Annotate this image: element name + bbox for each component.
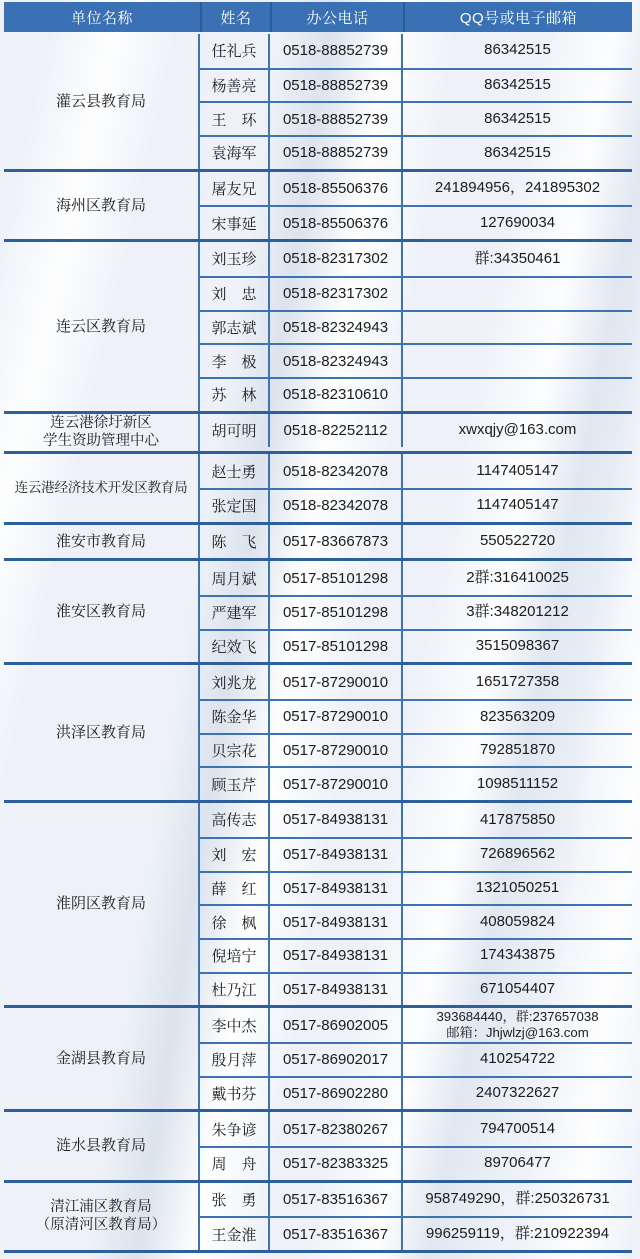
- qq-cell: [403, 1112, 632, 1146]
- qq-line: 671054407: [479, 980, 556, 998]
- column-header-4: QQ号或电子邮箱: [403, 2, 632, 32]
- qq-line: 792851870: [479, 741, 556, 759]
- qq-line: 86342515: [484, 109, 551, 127]
- qq-line: 823563209: [479, 707, 556, 725]
- table-row: [200, 972, 632, 1006]
- table-row: [200, 766, 632, 800]
- qq-line: 550522720: [479, 532, 556, 550]
- table-row: [200, 377, 632, 411]
- table-row: [200, 1183, 632, 1217]
- table-row: [200, 938, 632, 972]
- phone-cell: 0517-83516367: [270, 1218, 403, 1250]
- phone-cell: 0517-84938131: [270, 873, 403, 905]
- unit-name-cell: [4, 172, 200, 239]
- qq-cell: [403, 278, 632, 310]
- table-row: [200, 343, 632, 377]
- unit-group: [4, 1005, 632, 1109]
- qq-line: 2群:316410025: [466, 568, 569, 586]
- qq-line: xwxqjy@163.com: [458, 421, 577, 439]
- qq-cell: [403, 345, 632, 377]
- name-cell: 王金淮: [200, 1218, 270, 1250]
- table-row: [200, 101, 632, 135]
- qq-cell: [403, 490, 632, 522]
- unit-name-line: 连云区教育局: [55, 317, 146, 335]
- qq-cell: [403, 207, 632, 239]
- table-row: [200, 172, 632, 206]
- unit-name-line: 涟水县教育局: [55, 1137, 146, 1155]
- qq-line: 127690034: [479, 213, 556, 231]
- qq-line: 1147405147: [476, 496, 559, 514]
- phone-cell: 0518-82317302: [270, 242, 403, 276]
- name-cell: 赵士勇: [200, 454, 270, 488]
- name-cell: 朱争谚: [200, 1112, 270, 1146]
- unit-group: [4, 169, 632, 239]
- table-row: [200, 525, 632, 559]
- qq-cell: [403, 414, 632, 448]
- unit-name-cell: [4, 525, 200, 559]
- name-cell: 胡可明: [200, 414, 270, 448]
- rows-container: [200, 665, 632, 800]
- phone-cell: 0517-82380267: [270, 1112, 403, 1146]
- table-row: [200, 1042, 632, 1076]
- qq-line: 241894956，241895302: [434, 179, 601, 197]
- qq-cell: [403, 103, 632, 135]
- phone-cell: 0517-84938131: [270, 803, 403, 837]
- name-cell: 周 舟: [200, 1148, 270, 1180]
- table-header: [4, 2, 632, 32]
- unit-name-line: 灌云县教育局: [55, 92, 146, 110]
- phone-cell: 0517-86902017: [270, 1044, 403, 1076]
- qq-line: 794700514: [479, 1119, 556, 1137]
- unit-group: [4, 239, 632, 410]
- qq-cell: [403, 974, 632, 1006]
- unit-name-cell: [4, 1112, 200, 1179]
- name-cell: 张定国: [200, 490, 270, 522]
- phone-cell: 0517-85101298: [270, 631, 403, 663]
- phone-cell: 0517-84938131: [270, 940, 403, 972]
- unit-group: [4, 1109, 632, 1179]
- unit-group: [4, 522, 632, 559]
- qq-line: 群:34350461: [474, 249, 561, 267]
- phone-cell: 0518-82342078: [270, 454, 403, 488]
- phone-cell: 0517-85101298: [270, 597, 403, 629]
- unit-group: [4, 558, 632, 662]
- phone-cell: 0517-82383325: [270, 1148, 403, 1180]
- name-cell: 袁海军: [200, 137, 270, 169]
- unit-name-line: 学生资助管理中心: [43, 433, 159, 450]
- rows-container: [200, 525, 632, 559]
- name-cell: 张 勇: [200, 1183, 270, 1217]
- qq-cell: [403, 137, 632, 169]
- table-row: [200, 205, 632, 239]
- name-cell: 徐 枫: [200, 906, 270, 938]
- qq-cell: [403, 906, 632, 938]
- name-cell: 杜乃江: [200, 974, 270, 1006]
- qq-line: 408059824: [479, 912, 556, 930]
- qq-line: 邮箱：Jhjwlzj@163.com: [446, 1025, 589, 1041]
- name-cell: 倪培宁: [200, 940, 270, 972]
- qq-line: 1651727358: [475, 672, 560, 690]
- table-row: [200, 1146, 632, 1180]
- phone-cell: 0517-86902280: [270, 1078, 403, 1110]
- unit-name-cell: [4, 34, 200, 169]
- phone-cell: 0518-82324943: [270, 312, 403, 344]
- unit-name-cell: [4, 242, 200, 410]
- unit-name-cell: [4, 454, 200, 521]
- table-row: [200, 561, 632, 595]
- name-cell: 殷月萍: [200, 1044, 270, 1076]
- name-cell: 苏 林: [200, 379, 270, 411]
- phone-cell: 0517-86902005: [270, 1008, 403, 1042]
- contact-table: [4, 2, 632, 1253]
- qq-line: 89706477: [484, 1154, 551, 1172]
- rows-container: [200, 1112, 632, 1179]
- phone-cell: 0518-88852739: [270, 70, 403, 102]
- table-row: [200, 1076, 632, 1110]
- qq-cell: [403, 873, 632, 905]
- phone-cell: 0517-84938131: [270, 974, 403, 1006]
- table-row: [200, 242, 632, 276]
- unit-name-line: 淮安区教育局: [55, 603, 146, 621]
- phone-cell: 0517-83667873: [270, 525, 403, 559]
- phone-cell: 0518-85506376: [270, 172, 403, 206]
- qq-cell: [403, 665, 632, 699]
- name-cell: 顾玉芹: [200, 768, 270, 800]
- unit-group: [4, 451, 632, 521]
- name-cell: 陈金华: [200, 701, 270, 733]
- phone-cell: 0518-82317302: [270, 278, 403, 310]
- name-cell: 刘 宏: [200, 839, 270, 871]
- rows-container: [200, 1008, 632, 1109]
- column-header-2: 姓名: [200, 2, 270, 32]
- qq-cell: [403, 735, 632, 767]
- qq-line: 174343875: [479, 946, 556, 964]
- phone-cell: 0517-87290010: [270, 665, 403, 699]
- name-cell: 王 环: [200, 103, 270, 135]
- qq-cell: [403, 242, 632, 276]
- phone-cell: 0518-88852739: [270, 137, 403, 169]
- column-header-1: 单位名称: [4, 2, 200, 32]
- name-cell: 刘 忠: [200, 278, 270, 310]
- table-row: [200, 414, 632, 448]
- unit-name-line: 连云港徐圩新区: [50, 414, 152, 431]
- name-cell: 宋事延: [200, 207, 270, 239]
- table-row: [200, 1008, 632, 1042]
- name-cell: 刘玉珍: [200, 242, 270, 276]
- qq-cell: [403, 34, 632, 68]
- qq-cell: [403, 768, 632, 800]
- table-row: [200, 904, 632, 938]
- phone-cell: 0517-84938131: [270, 839, 403, 871]
- phone-cell: 0518-82342078: [270, 490, 403, 522]
- name-cell: 杨善亮: [200, 70, 270, 102]
- name-cell: 任礼兵: [200, 34, 270, 68]
- qq-cell: [403, 70, 632, 102]
- qq-line: 3群:348201212: [466, 603, 569, 621]
- unit-group: [4, 411, 632, 452]
- qq-cell: [403, 597, 632, 629]
- name-cell: 刘兆龙: [200, 665, 270, 699]
- table-row: [200, 276, 632, 310]
- name-cell: 严建军: [200, 597, 270, 629]
- phone-cell: 0517-87290010: [270, 735, 403, 767]
- name-cell: 高传志: [200, 803, 270, 837]
- unit-name-line: 金湖县教育局: [55, 1050, 146, 1068]
- unit-name-cell: [4, 1008, 200, 1109]
- phone-cell: 0517-83516367: [270, 1183, 403, 1217]
- unit-group: [4, 662, 632, 800]
- name-cell: 屠友兄: [200, 172, 270, 206]
- table-row: [200, 665, 632, 699]
- table-row: [200, 871, 632, 905]
- qq-line: 1098511152: [476, 774, 559, 792]
- qq-cell: [403, 1044, 632, 1076]
- qq-line: 1321050251: [475, 878, 560, 896]
- qq-cell: [403, 379, 632, 411]
- rows-container: [200, 34, 632, 169]
- qq-cell: [403, 454, 632, 488]
- rows-container: [200, 803, 632, 1005]
- name-cell: 郭志斌: [200, 312, 270, 344]
- unit-name-line: 洪泽区教育局: [55, 724, 146, 741]
- qq-line: 996259119，群:210922394: [425, 1224, 610, 1242]
- name-cell: 纪效飞: [200, 631, 270, 663]
- table-row: [200, 733, 632, 767]
- rows-container: [200, 172, 632, 239]
- table-row: [200, 699, 632, 733]
- qq-cell: [403, 1078, 632, 1110]
- qq-line: 958749290，群:250326731: [425, 1190, 610, 1208]
- rows-container: [200, 561, 632, 662]
- table-row: [200, 68, 632, 102]
- unit-name-line: 海州区教育局: [55, 196, 146, 214]
- qq-line: 2407322627: [475, 1084, 560, 1102]
- qq-line: 1147405147: [476, 461, 559, 479]
- phone-cell: 0518-82252112: [270, 414, 403, 448]
- unit-name-line: 连云港经济技术开发区教育局: [14, 480, 188, 496]
- qq-line: 86342515: [484, 76, 551, 94]
- name-cell: 陈 飞: [200, 525, 270, 559]
- phone-cell: 0518-82310610: [270, 379, 403, 411]
- unit-name-cell: [4, 665, 200, 800]
- qq-cell: [403, 631, 632, 663]
- qq-cell: [403, 525, 632, 559]
- column-header-3: 办公电话: [270, 2, 403, 32]
- unit-name-line: 淮阴区教育局: [55, 895, 146, 913]
- table-row: [200, 488, 632, 522]
- qq-cell: [403, 312, 632, 344]
- table-body: [4, 34, 632, 1253]
- unit-group: [4, 34, 632, 169]
- qq-cell: [403, 1218, 632, 1250]
- qq-line: 86342515: [484, 143, 551, 161]
- name-cell: 李中杰: [200, 1008, 270, 1042]
- qq-cell: [403, 1148, 632, 1180]
- table-row: [200, 454, 632, 488]
- qq-line: 410254722: [479, 1050, 556, 1068]
- qq-cell: [403, 172, 632, 206]
- qq-cell: [403, 561, 632, 595]
- table-row: [200, 803, 632, 837]
- unit-name-cell: [4, 561, 200, 662]
- unit-name-cell: [4, 1183, 200, 1250]
- phone-cell: 0518-85506376: [270, 207, 403, 239]
- unit-name-line: 淮安市教育局: [55, 532, 146, 550]
- table-row: [200, 629, 632, 663]
- qq-cell: [403, 803, 632, 837]
- rows-container: [200, 242, 632, 410]
- unit-name-line: （原清河区教育局）: [35, 1217, 167, 1234]
- table-row: [200, 310, 632, 344]
- name-cell: 戴书芬: [200, 1078, 270, 1110]
- qq-line: 393684440，群:237657038: [436, 1008, 599, 1024]
- table-row: [200, 595, 632, 629]
- unit-group: [4, 800, 632, 1005]
- phone-cell: 0517-87290010: [270, 768, 403, 800]
- qq-line: 3515098367: [475, 637, 560, 655]
- phone-cell: 0518-82324943: [270, 345, 403, 377]
- qq-line: 417875850: [479, 810, 556, 828]
- qq-cell: [403, 940, 632, 972]
- phone-cell: 0518-88852739: [270, 34, 403, 68]
- unit-name-cell: [4, 414, 200, 452]
- unit-name-cell: [4, 803, 200, 1005]
- rows-container: [200, 414, 632, 452]
- table-row: [200, 34, 632, 68]
- qq-line: 726896562: [479, 845, 556, 863]
- name-cell: 贝宗花: [200, 735, 270, 767]
- table-row: [200, 1112, 632, 1146]
- table-row: [200, 135, 632, 169]
- phone-cell: 0517-84938131: [270, 906, 403, 938]
- qq-cell: [403, 839, 632, 871]
- unit-group: [4, 1180, 632, 1250]
- qq-cell: [403, 701, 632, 733]
- name-cell: 薛 红: [200, 873, 270, 905]
- qq-cell: [403, 1183, 632, 1217]
- qq-cell: [403, 1008, 632, 1042]
- qq-line: 86342515: [484, 41, 551, 59]
- rows-container: [200, 1183, 632, 1250]
- name-cell: 周月斌: [200, 561, 270, 595]
- table-row: [200, 837, 632, 871]
- phone-cell: 0517-85101298: [270, 561, 403, 595]
- unit-name-line: 清江浦区教育局: [50, 1198, 152, 1215]
- rows-container: [200, 454, 632, 521]
- phone-cell: 0517-87290010: [270, 701, 403, 733]
- name-cell: 李 极: [200, 345, 270, 377]
- table-row: [200, 1216, 632, 1250]
- phone-cell: 0518-88852739: [270, 103, 403, 135]
